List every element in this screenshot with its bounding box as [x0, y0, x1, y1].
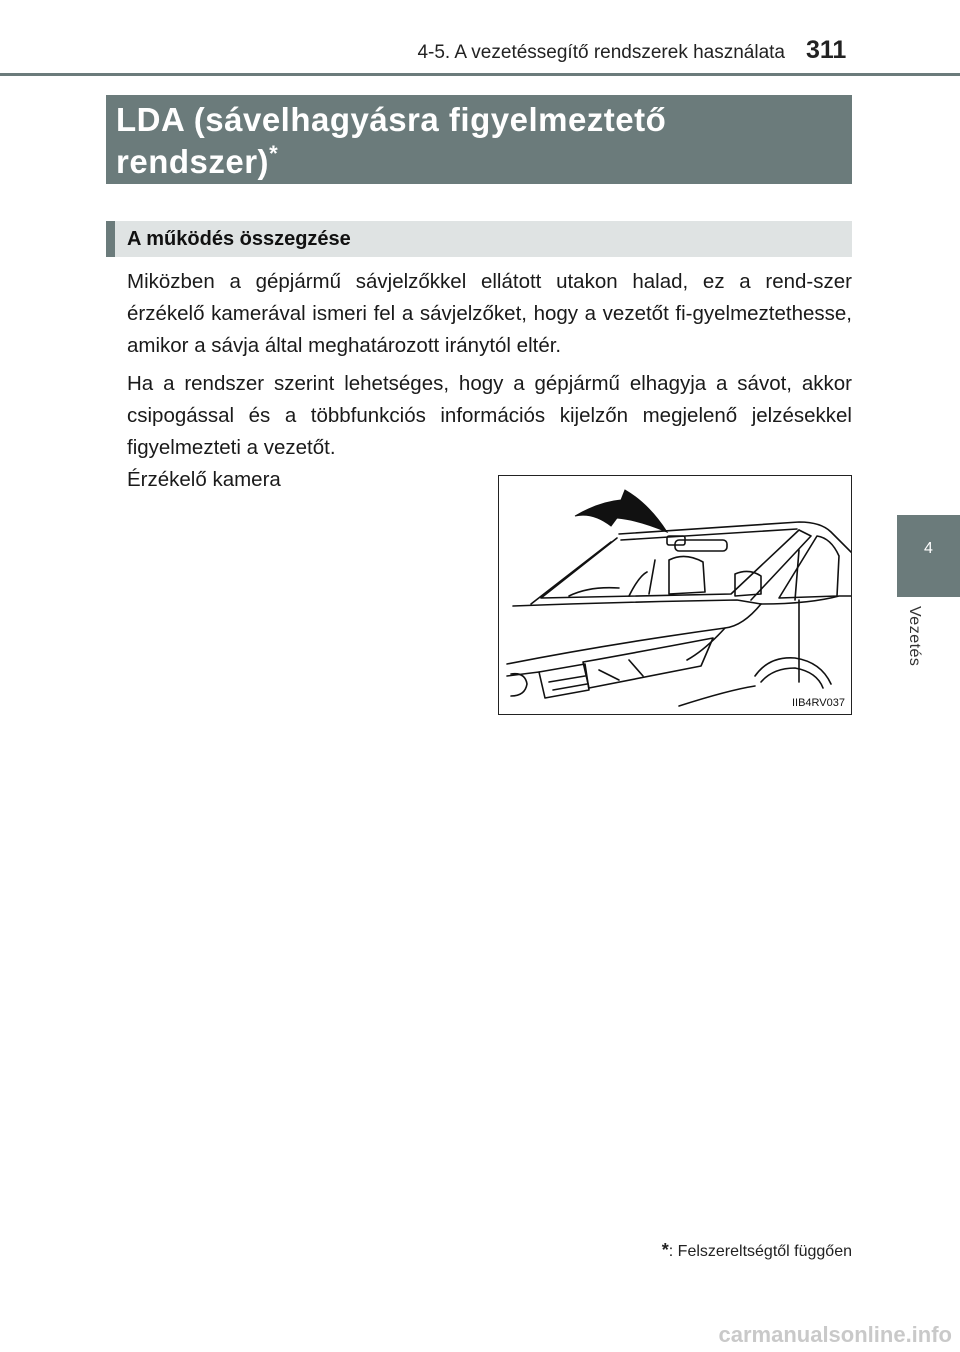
- figure-caption: Érzékelő kamera: [127, 468, 281, 491]
- watermark: carmanualsonline.info: [718, 1322, 952, 1347]
- page-title-line2: rendszer): [116, 143, 270, 180]
- title-footnote-marker: *: [269, 141, 279, 166]
- header-divider: [0, 73, 960, 76]
- body-paragraph-2: Ha a rendszer szerint lehetséges, hogy a gépjármű elhagyja a sávot, akkor csipogással és a többfunkciós információs kijelzőn megjelenő jelzésekkel figyelmezteti a vezetőt.: [127, 372, 852, 459]
- footnote: [662, 1240, 852, 1261]
- header-section-title: 4-5. A vezetéssegítő rendszerek használata: [417, 42, 785, 63]
- page-number: 311: [806, 36, 847, 64]
- arrow-icon: [575, 490, 667, 532]
- car-windshield-drawing: [499, 476, 851, 714]
- section-heading-bar: [106, 221, 852, 257]
- page-title-line1: LDA (sávelhagyásra figyelmeztető: [116, 101, 667, 138]
- chapter-tab-label: Vezetés: [906, 606, 923, 667]
- page-title: [116, 99, 842, 183]
- body-paragraph-1: Miközben a gépjármű sávjelzőkkel ellátott utakon halad, ez a rend-szer érzékelő kamerával ismeri fel a sávjelzőket, hogy a vezetőt fi-gyelmeztethesse, amikor a sávja által meghatározott iránytól eltér.: [127, 270, 852, 357]
- footnote-text: : Felszereltségtől függően: [668, 1243, 852, 1260]
- section-heading-accent: [106, 221, 115, 257]
- figure-code: IIB4RV037: [791, 697, 845, 709]
- section-heading: A működés összegzése: [127, 228, 351, 250]
- chapter-tab-number: 4: [924, 540, 933, 557]
- page-title-box: [106, 95, 852, 184]
- sensor-camera-illustration: [498, 475, 852, 715]
- footnote-marker: *: [661, 1240, 669, 1260]
